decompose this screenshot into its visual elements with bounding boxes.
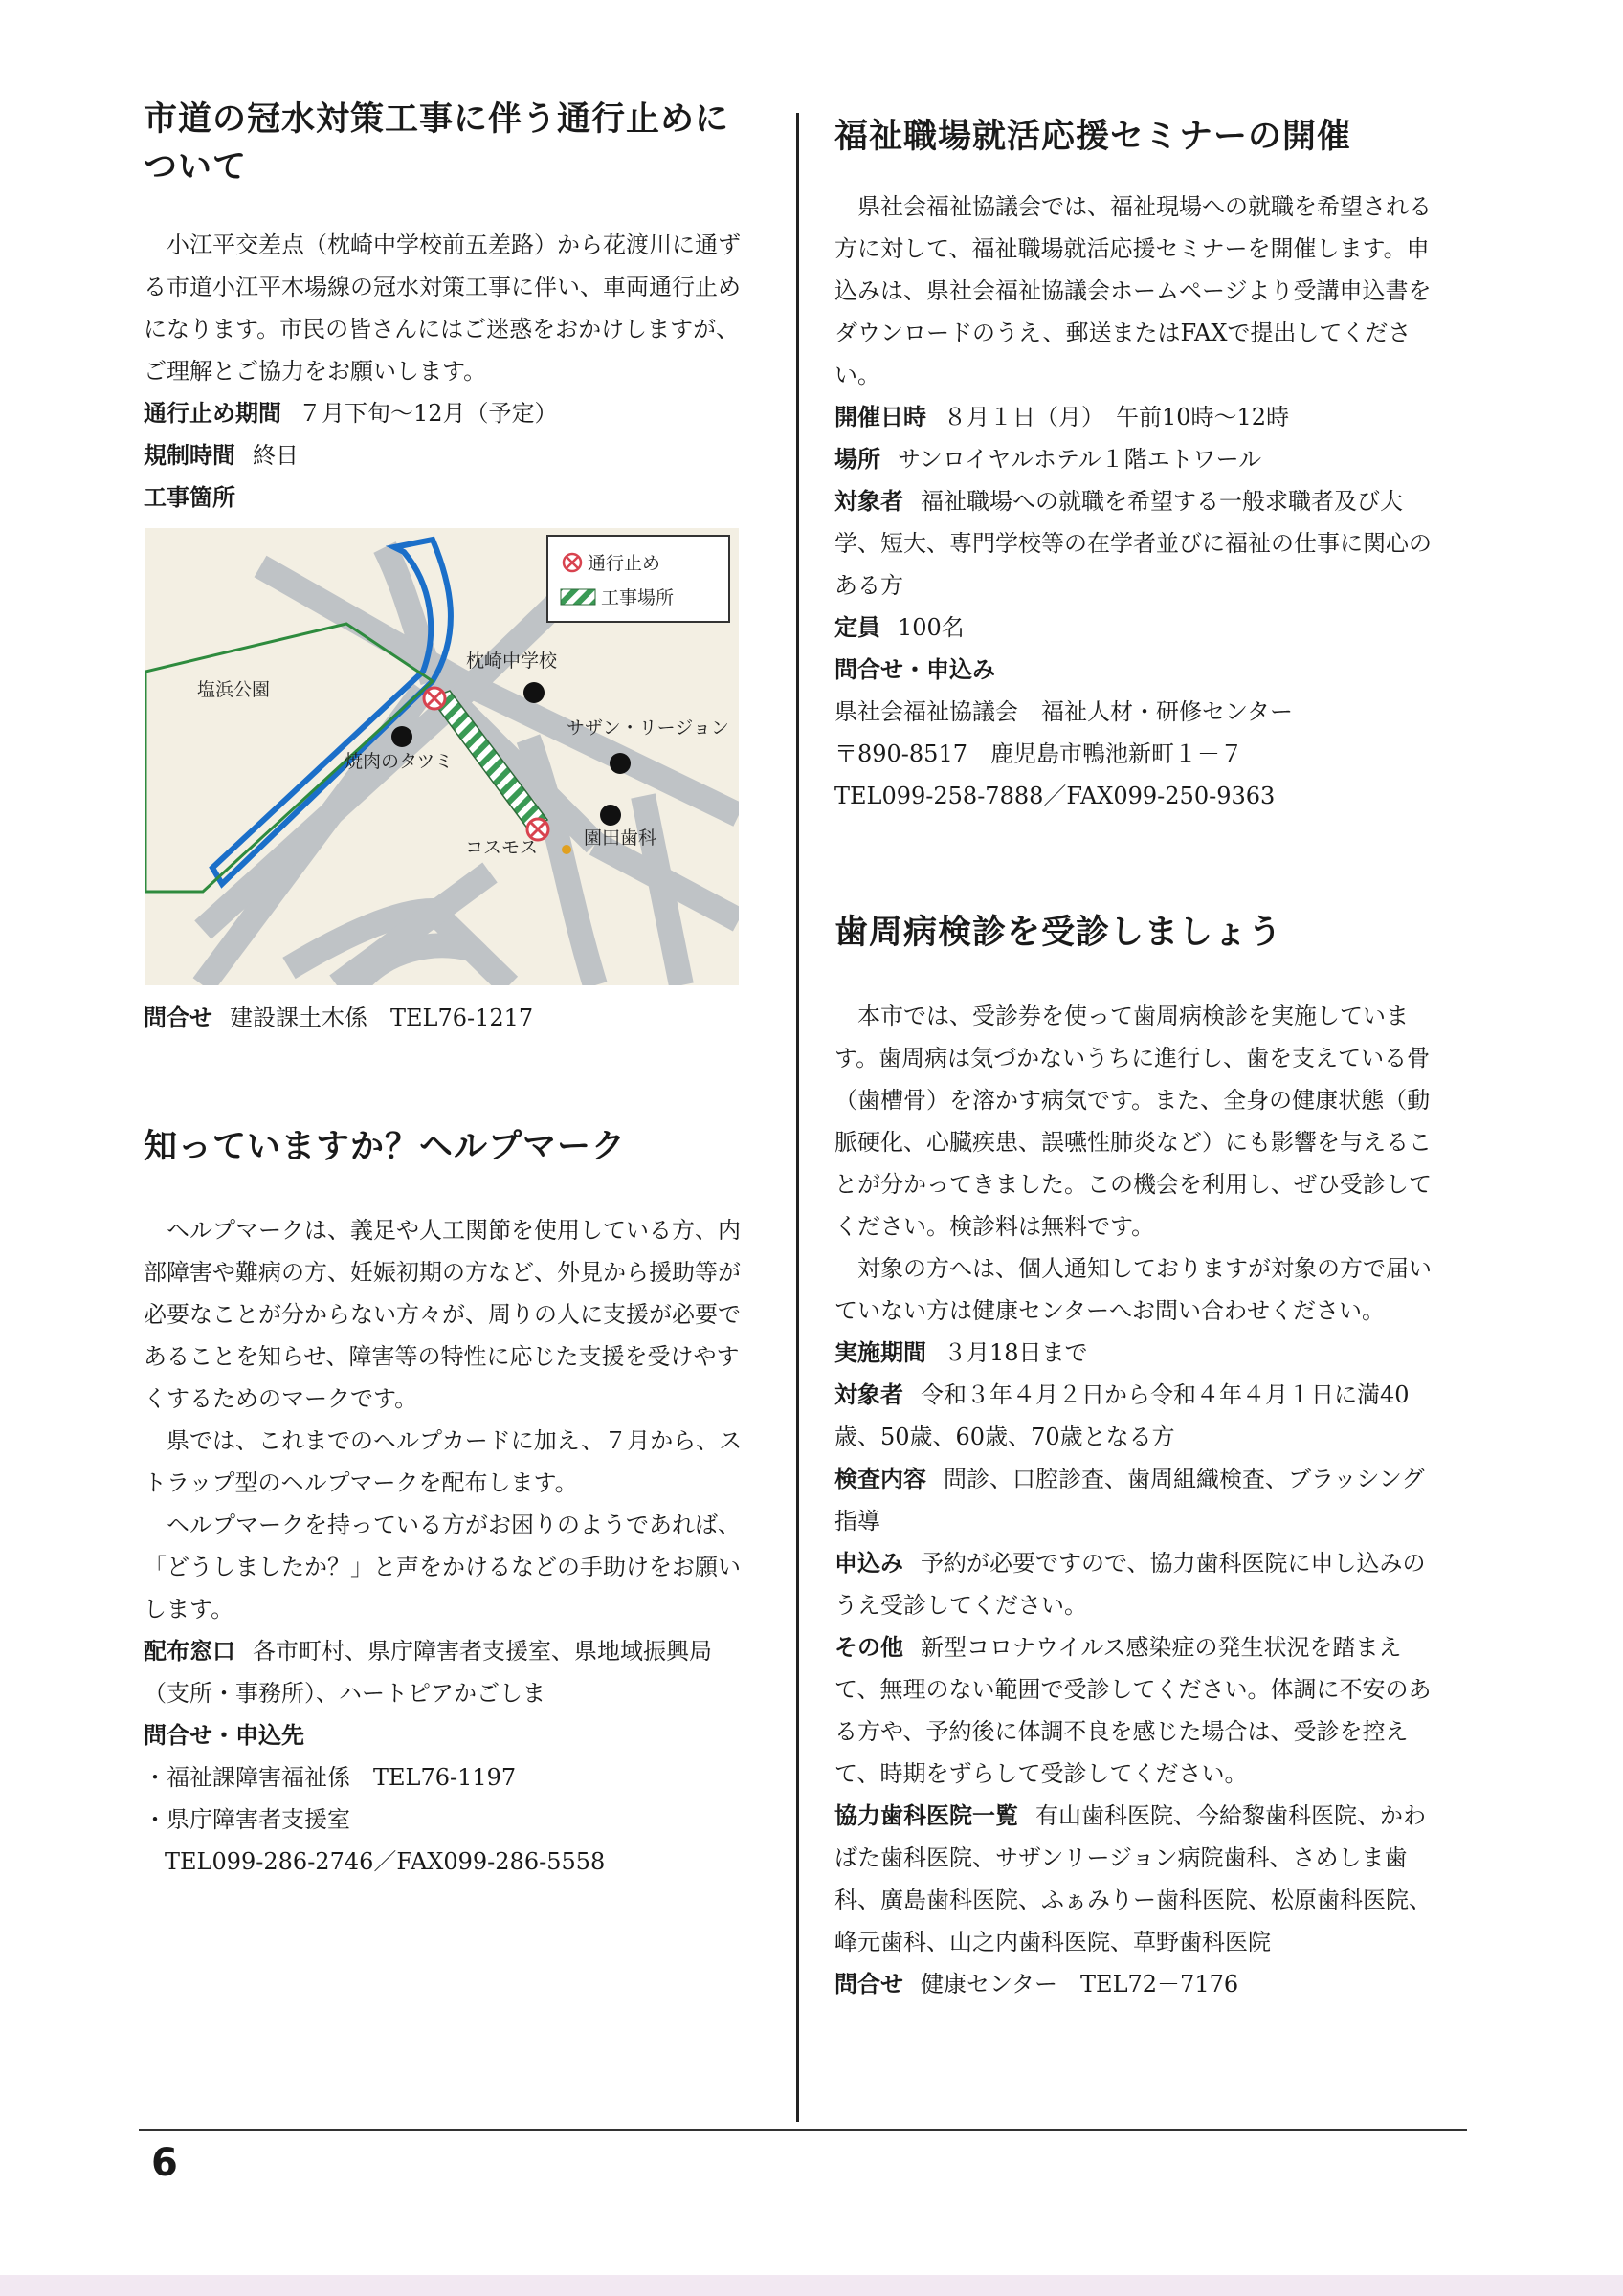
info-item-target (834, 1374, 1447, 1458)
landmark-dot-school (523, 682, 545, 703)
info-item-period (144, 392, 746, 434)
info-label: 対象者 (834, 1381, 903, 1408)
contact-bullet: ・福祉課障害福祉係 TEL76-1197 (144, 1764, 517, 1791)
contact-line: TEL099-258-7888／FAX099-250-9363 (834, 783, 1276, 809)
info-label: 定員 (834, 614, 880, 641)
map-label-school: 枕崎中学校 (466, 651, 558, 672)
info-item-capacity (834, 607, 1447, 649)
info-label: 通行止め期間 (144, 400, 281, 427)
article-title-dental-checkup: 歯周病検診を受診しましょう (834, 914, 1283, 952)
info-item-period (834, 1332, 1447, 1374)
info-value: 令和３年４月２日から令和４年４月１日に満40歳、50歳、60歳、70歳となる方 (834, 1381, 1410, 1450)
article-body: 県社会福祉協議会では、福祉現場への就職を希望される方に対して、福祉職場就活応援セミナーを開催します。申込みは、県社会福祉協議会ホームページより受講申込書をダウンロードのうえ、郵送またはFAXで提出してください。 (834, 193, 1432, 388)
map-label-hospital: サザン・リージョン (567, 718, 729, 739)
info-value: 新型コロナウイルス感染症の発生状況を踏まえて、無理のない範囲で受診してください。体調に不安のある方や、予約後に体調不良を感じた場合は、受診を控えて、時期をずらして受診してください。 (834, 1634, 1432, 1787)
info-value: サンロイヤルホテル１階エトワール (898, 446, 1262, 473)
contact-bullet: ・県庁障害者支援室 (144, 1806, 350, 1833)
construction-map (145, 528, 739, 985)
article-title-road-closure: 市道の冠水対策工事に伴う通行止めについて (144, 100, 730, 187)
info-label: 問合せ (144, 1004, 212, 1031)
info-value: 健康センター TEL72－7176 (921, 1971, 1239, 1998)
info-label: 検査内容 (834, 1466, 926, 1492)
info-value: 問診、口腔診査、歯周組織検査、ブラッシング指導 (834, 1466, 1425, 1534)
closed-marker-icon (527, 819, 548, 840)
landmark-dot-dental (600, 805, 621, 826)
info-item-hours (144, 434, 746, 476)
article-paragraph: 県では、これまでのヘルプカードに加え、７月から、ストラップ型のヘルプマークを配布します。 (144, 1427, 743, 1496)
info-item-application (834, 1542, 1447, 1626)
info-item-contact (834, 649, 1447, 691)
info-item-other (834, 1626, 1447, 1795)
info-value: 有山歯科医院、今給黎歯科医院、かわばた歯科医院、サザンリージョン病院歯科、さめしま歯科、廣島歯科医院、ふぁみりー歯科医院、松原歯科医院、峰元歯科、山之内歯科医院、草野歯科医院 (834, 1802, 1432, 1955)
map-legend (547, 536, 729, 622)
map-label-dental: 園田歯科 (584, 828, 657, 849)
info-label: 工事箇所 (144, 484, 235, 511)
info-label: 問合せ・申込み (834, 656, 995, 683)
article-paragraph: ヘルプマークは、義足や人工関節を使用している方、内部障害や難病の方、妊娠初期の方など、外見から援助等が必要なことが分からない方々が、周りの人に支援が必要であることを知らせ、障害等の特性に応じた支援を受けやすくするためのマークです。 (144, 1217, 741, 1412)
info-value: ８月１日（月） 午前10時～12時 (944, 404, 1290, 430)
right-column (834, 96, 1447, 2005)
contact-line (144, 997, 746, 1039)
info-label: 申込み (834, 1550, 903, 1577)
info-label: 問合せ・申込先 (144, 1722, 304, 1749)
map-label-store: コスモス (465, 838, 539, 858)
legend-label-work: 工事場所 (601, 588, 675, 608)
info-item-date (834, 396, 1447, 438)
map-label-park: 塩浜公園 (197, 680, 271, 700)
info-item-clinics (834, 1795, 1447, 1963)
page-number: 6 (151, 2141, 178, 2185)
contact-line: 県社会福祉協議会 福祉人材・研修センター (834, 698, 1294, 725)
info-item-venue (834, 438, 1447, 480)
contact-line: 〒890-8517 鹿児島市鴨池新町１－７ (834, 740, 1243, 767)
info-label: 実施期間 (834, 1339, 926, 1366)
info-label: 配布窓口 (144, 1638, 235, 1665)
info-label: 対象者 (834, 488, 903, 515)
info-item-distribution (144, 1630, 746, 1714)
page-edge-band (0, 2275, 1623, 2296)
info-label: 開催日時 (834, 404, 926, 430)
legend-label-closed: 通行止め (588, 554, 661, 574)
info-label: 場所 (834, 446, 880, 473)
info-value: 建設課土木係 TEL76-1217 (230, 1004, 534, 1031)
info-label: 協力歯科医院一覧 (834, 1802, 1018, 1829)
info-item-exam (834, 1458, 1447, 1542)
article-paragraph: ヘルプマークを持っている方がお困りのようであれば、「どうしましたか？」と声をかけるなどの手助けをお願いします。 (144, 1512, 741, 1623)
article-body: 小江平交差点（枕崎中学校前五差路）から花渡川に通ずる市道小江平木場線の冠水対策工事に伴い、車両通行止めになります。市民の皆さんにはご迷惑をおかけしますが、ご理解とご協力をお願いします。 (144, 232, 741, 385)
left-column (144, 96, 746, 1883)
article-paragraph: 本市では、受診券を使って歯周病検診を実施しています。歯周病は気づかないうちに進行し、歯を支えている骨（歯槽骨）を溶かす病気です。また、全身の健康状態（動脈硬化、心臓疾患、誤嚥性肺炎など）にも影響を与えることが分かってきました。この機会を利用し、ぜひ受診してください。検診料は無料です。 (834, 1003, 1432, 1240)
info-value: 各市町村、県庁障害者支援室、県地域振興局（支所・事務所）、ハートピアかごしま (144, 1638, 712, 1707)
landmark-dot-restaurant (391, 726, 412, 747)
landmark-dot-hospital (610, 753, 631, 774)
column-divider (796, 113, 799, 2122)
info-value: ３月18日まで (944, 1339, 1088, 1366)
article-title-help-mark: 知っていますか？ヘルプマーク (144, 1128, 627, 1166)
article-title-seminar: 福祉職場就活応援セミナーの開催 (834, 118, 1352, 156)
info-label: 規制時間 (144, 442, 235, 469)
info-label: その他 (834, 1634, 903, 1661)
map-graphic (145, 528, 739, 985)
info-item-contact (144, 1714, 746, 1756)
article-paragraph: 対象の方へは、個人通知しておりますが対象の方で届いていない方は健康センターへお問い合わせください。 (834, 1255, 1432, 1324)
info-item-location (144, 476, 746, 519)
info-label: 問合せ (834, 1971, 903, 1998)
info-value: 福祉職場への就職を希望する一般求職者及び大学、短大、専門学校等の在学者並びに福祉の仕事に関心のある方 (834, 488, 1432, 599)
landmark-dot-store (562, 845, 571, 854)
info-value: 予約が必要ですので、協力歯科医院に申し込みのうえ受診してください。 (834, 1550, 1426, 1619)
info-value: 終日 (253, 442, 299, 469)
closed-marker-icon (424, 688, 445, 709)
info-value: ７月下旬～12月（予定） (299, 400, 558, 427)
info-item-contact (834, 1963, 1447, 2005)
map-label-restaurant: 焼肉のタツミ (345, 752, 454, 772)
info-item-target (834, 480, 1447, 607)
contact-tel: TEL099-286-2746／FAX099-286-5558 (165, 1848, 606, 1875)
footer-rule (139, 2129, 1467, 2131)
info-value: 100名 (898, 614, 965, 641)
